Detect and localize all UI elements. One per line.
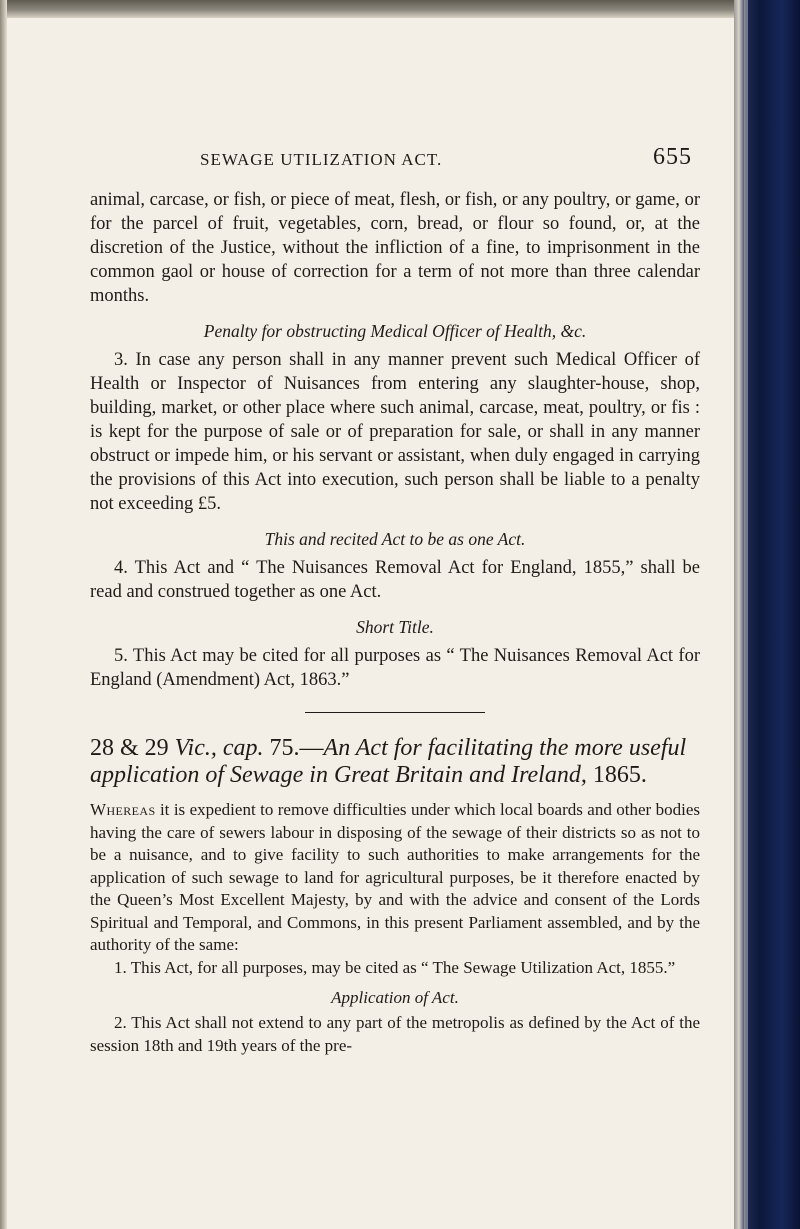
act-title-number: 75.— xyxy=(263,735,324,761)
whereas-label: Whereas xyxy=(90,800,156,819)
preamble xyxy=(90,799,700,957)
act-title-prefix: 28 & 29 xyxy=(90,735,175,761)
paragraph: 4. This Act and “ The Nuisances Removal Act for England, 1855,” shall be read and construed together as one Act. xyxy=(90,558,700,602)
act-title-cap: Vic., cap. xyxy=(174,735,264,761)
document-page xyxy=(90,144,700,1210)
previous-act-conclusion xyxy=(90,188,700,692)
section-heading: This and recited Act to be as one Act. xyxy=(264,529,526,549)
act-title-description: An Act for facilitating the more useful application of Sewage in Great Britain and Ireland, xyxy=(90,735,687,788)
section-heading: Short Title. xyxy=(356,617,434,637)
paragraph: 3. In case any person shall in any manner prevent such Medical Officer of Health or Inspector of Nuisances from entering any slaughter-house, shop, building, market, or other place where such animal, carcase, meat, poultry, or fis : is kept for the purpose of sale or of preparation for sale, or shall in any manner obstruct or impede him, or his servant or assistant, when duly engaged in carrying the provisions of this Act into execution, such person shall be liable to a penalty not exceeding £5. xyxy=(90,350,700,514)
section-heading: Penalty for obstructing Medical Officer of Health, &c. xyxy=(203,321,587,341)
sewage-utilization-act xyxy=(90,735,700,1057)
preamble-text: it is expedient to remove difficulties under which local boards and other bodies having the care of sewers labour in disposing of the sewage of their districts so as not to be a nuisance, and to give facility to such authorities to make arrangements for the application of such sewage to land for agricultural purposes, be it therefore enacted by the Queen’s Most Excellent Majesty, by and with the advice and consent of the Lords Spiritual and Temporal, and Commons, in this present Parliament assembled, and by the authority of the same: xyxy=(90,800,700,954)
page-number: 655 xyxy=(653,144,692,170)
page-header xyxy=(90,144,700,180)
section-divider xyxy=(305,712,485,713)
paragraph: 1. This Act, for all purposes, may be cited as “ The Sewage Utilization Act, 1855.” xyxy=(114,957,676,977)
section-heading: Application of Act. xyxy=(331,988,459,1007)
book-top-edge xyxy=(0,0,800,18)
paragraph: 5. This Act may be cited for all purposes as “ The Nuisances Removal Act for England (Amendment) Act, 1863.” xyxy=(90,646,700,690)
book-left-edge xyxy=(0,0,7,1229)
act-title-year: 1865. xyxy=(586,762,647,788)
paragraph: 2. This Act shall not extend to any part of the metropolis as defined by the Act of the session 18th and 19th years of the pre- xyxy=(90,1013,700,1055)
paragraph: animal, carcase, or fish, or piece of meat, flesh, or fish, or any poultry, or game, or for the parcel of fruit, vegetables, corn, bread, or flour so found, or, at the discretion of the Justice, without the infliction of a fine, to imprisonment in the common gaol or house of correction for a term of not more than three calendar months. xyxy=(90,190,700,306)
running-head: SEWAGE UTILIZATION ACT. xyxy=(200,150,443,169)
act-title xyxy=(90,735,700,789)
book-spine xyxy=(734,0,800,1229)
